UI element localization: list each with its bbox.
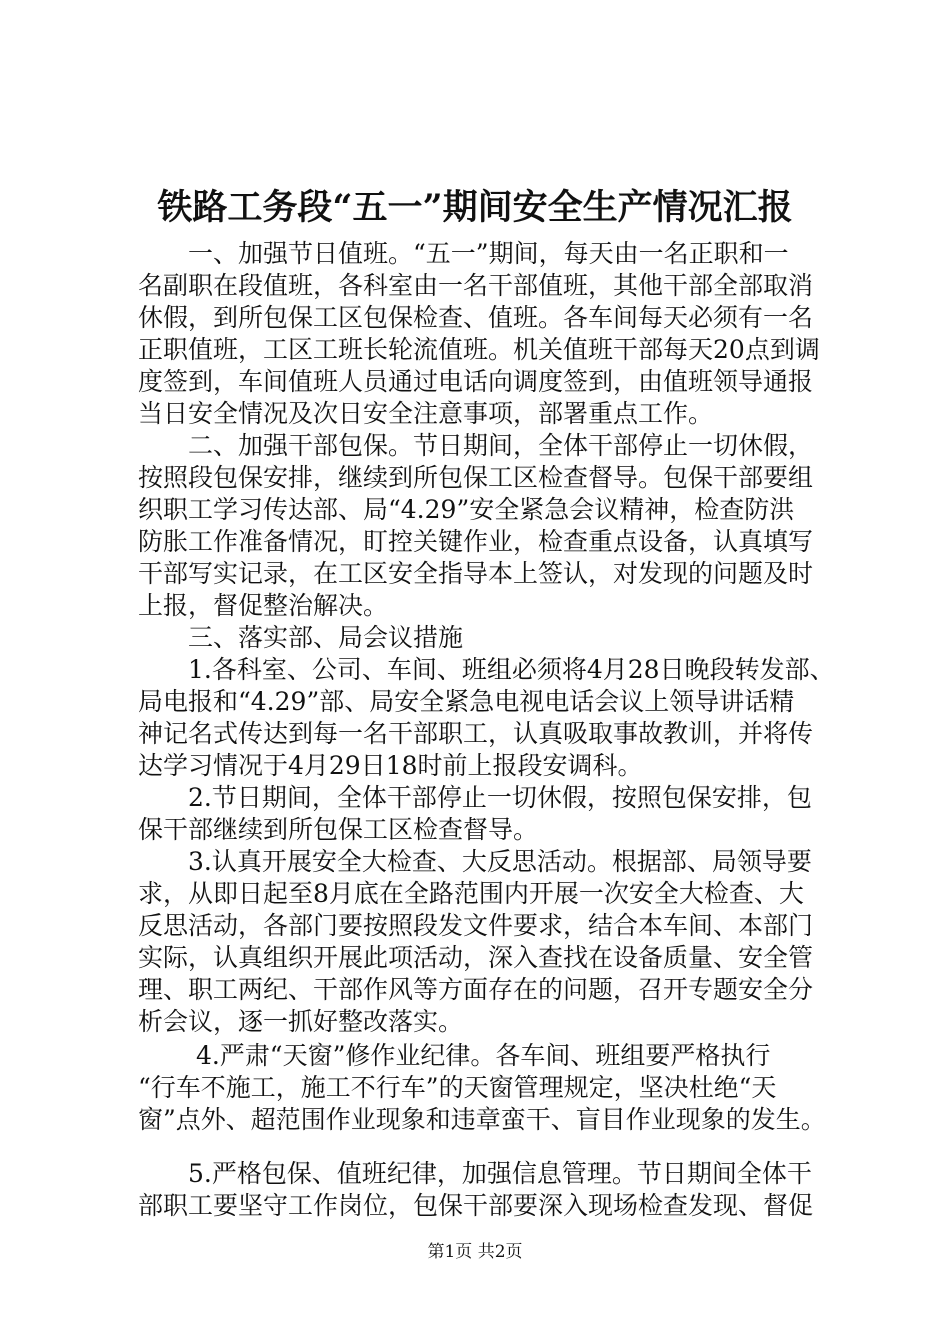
body-line: 干部写实记录，在工区安全指导本上签认，对发现的问题及时	[138, 559, 814, 588]
body-line: 当日安全情况及次日安全注意事项，部署重点工作。	[138, 399, 714, 428]
body-line: 达学习情况于4月29日18时前上报段安调科。	[138, 751, 643, 780]
body-line: 一、加强节日值班。“五一”期间，每天由一名正职和一	[138, 239, 789, 268]
body-line: 求，从即日起至8月底在全路范围内开展一次安全大检查、大	[138, 879, 804, 908]
body-line: 织职工学习传达部、局“4.29”安全紧急会议精神，检查防洪	[138, 495, 795, 524]
body-line: 休假，到所包保工区包保检查、值班。各车间每天必须有一名	[138, 303, 814, 332]
body-line: 度签到，车间值班人员通过电话向调度签到，由值班领导通报	[138, 367, 814, 396]
body-line: 二、加强干部包保。节日期间，全体干部停止一切休假，	[138, 431, 814, 460]
body-line: 理、职工两纪、干部作风等方面存在的问题，召开专题安全分	[138, 975, 814, 1004]
body-line: 防胀工作准备情况，盯控关键作业，检查重点设备，认真填写	[138, 527, 814, 556]
body-line: 2.节日期间，全体干部停止一切休假，按照包保安排，包	[138, 783, 812, 812]
body-line: 5.严格包保、值班纪律，加强信息管理。节日期间全体干	[138, 1159, 812, 1188]
body-line: 名副职在段值班，各科室由一名干部值班，其他干部全部取消	[138, 271, 814, 300]
document-title: 铁路工务段“五一”期间安全生产情况汇报	[157, 187, 793, 228]
body-line: 局电报和“4.29”部、局安全紧急电视电话会议上领导讲话精	[138, 687, 795, 716]
body-line: 上报，督促整治解决。	[138, 591, 389, 620]
body-line: 按照段包保安排，继续到所包保工区检查督导。包保干部要组	[138, 463, 814, 492]
body-line: 析会议，逐一抓好整改落实。	[138, 1007, 464, 1036]
body-line: 三、落实部、局会议措施	[138, 623, 464, 652]
body-line: 1.各科室、公司、车间、班组必须将4月28日晚段转发部、	[138, 655, 835, 684]
body-line: 保干部继续到所包保工区检查督导。	[138, 815, 539, 844]
body-line: 正职值班，工区工班长轮流值班。机关值班干部每天20点到调	[138, 335, 820, 364]
body-line: 部职工要坚守工作岗位，包保干部要深入现场检查发现、督促	[138, 1191, 814, 1220]
body-line: 4.严肃“天窗”修作业纪律。各车间、班组要严格执行	[138, 1041, 771, 1070]
body-line: 神记名式传达到每一名干部职工，认真吸取事故教训，并将传	[138, 719, 814, 748]
body-line: “行车不施工，施工不行车”的天窗管理规定，坚决杜绝“天	[138, 1073, 777, 1102]
body-line: 3.认真开展安全大检查、大反思活动。根据部、局领导要	[138, 847, 812, 876]
body-line: 窗”点外、超范围作业现象和违章蛮干、盲目作业现象的发生。	[138, 1105, 826, 1134]
page-footer: 第1页 共2页	[427, 1242, 523, 1262]
body-line: 反思活动，各部门要按照段发文件要求，结合本车间、本部门	[138, 911, 814, 940]
body-line: 实际，认真组织开展此项活动，深入查找在设备质量、安全管	[138, 943, 814, 972]
